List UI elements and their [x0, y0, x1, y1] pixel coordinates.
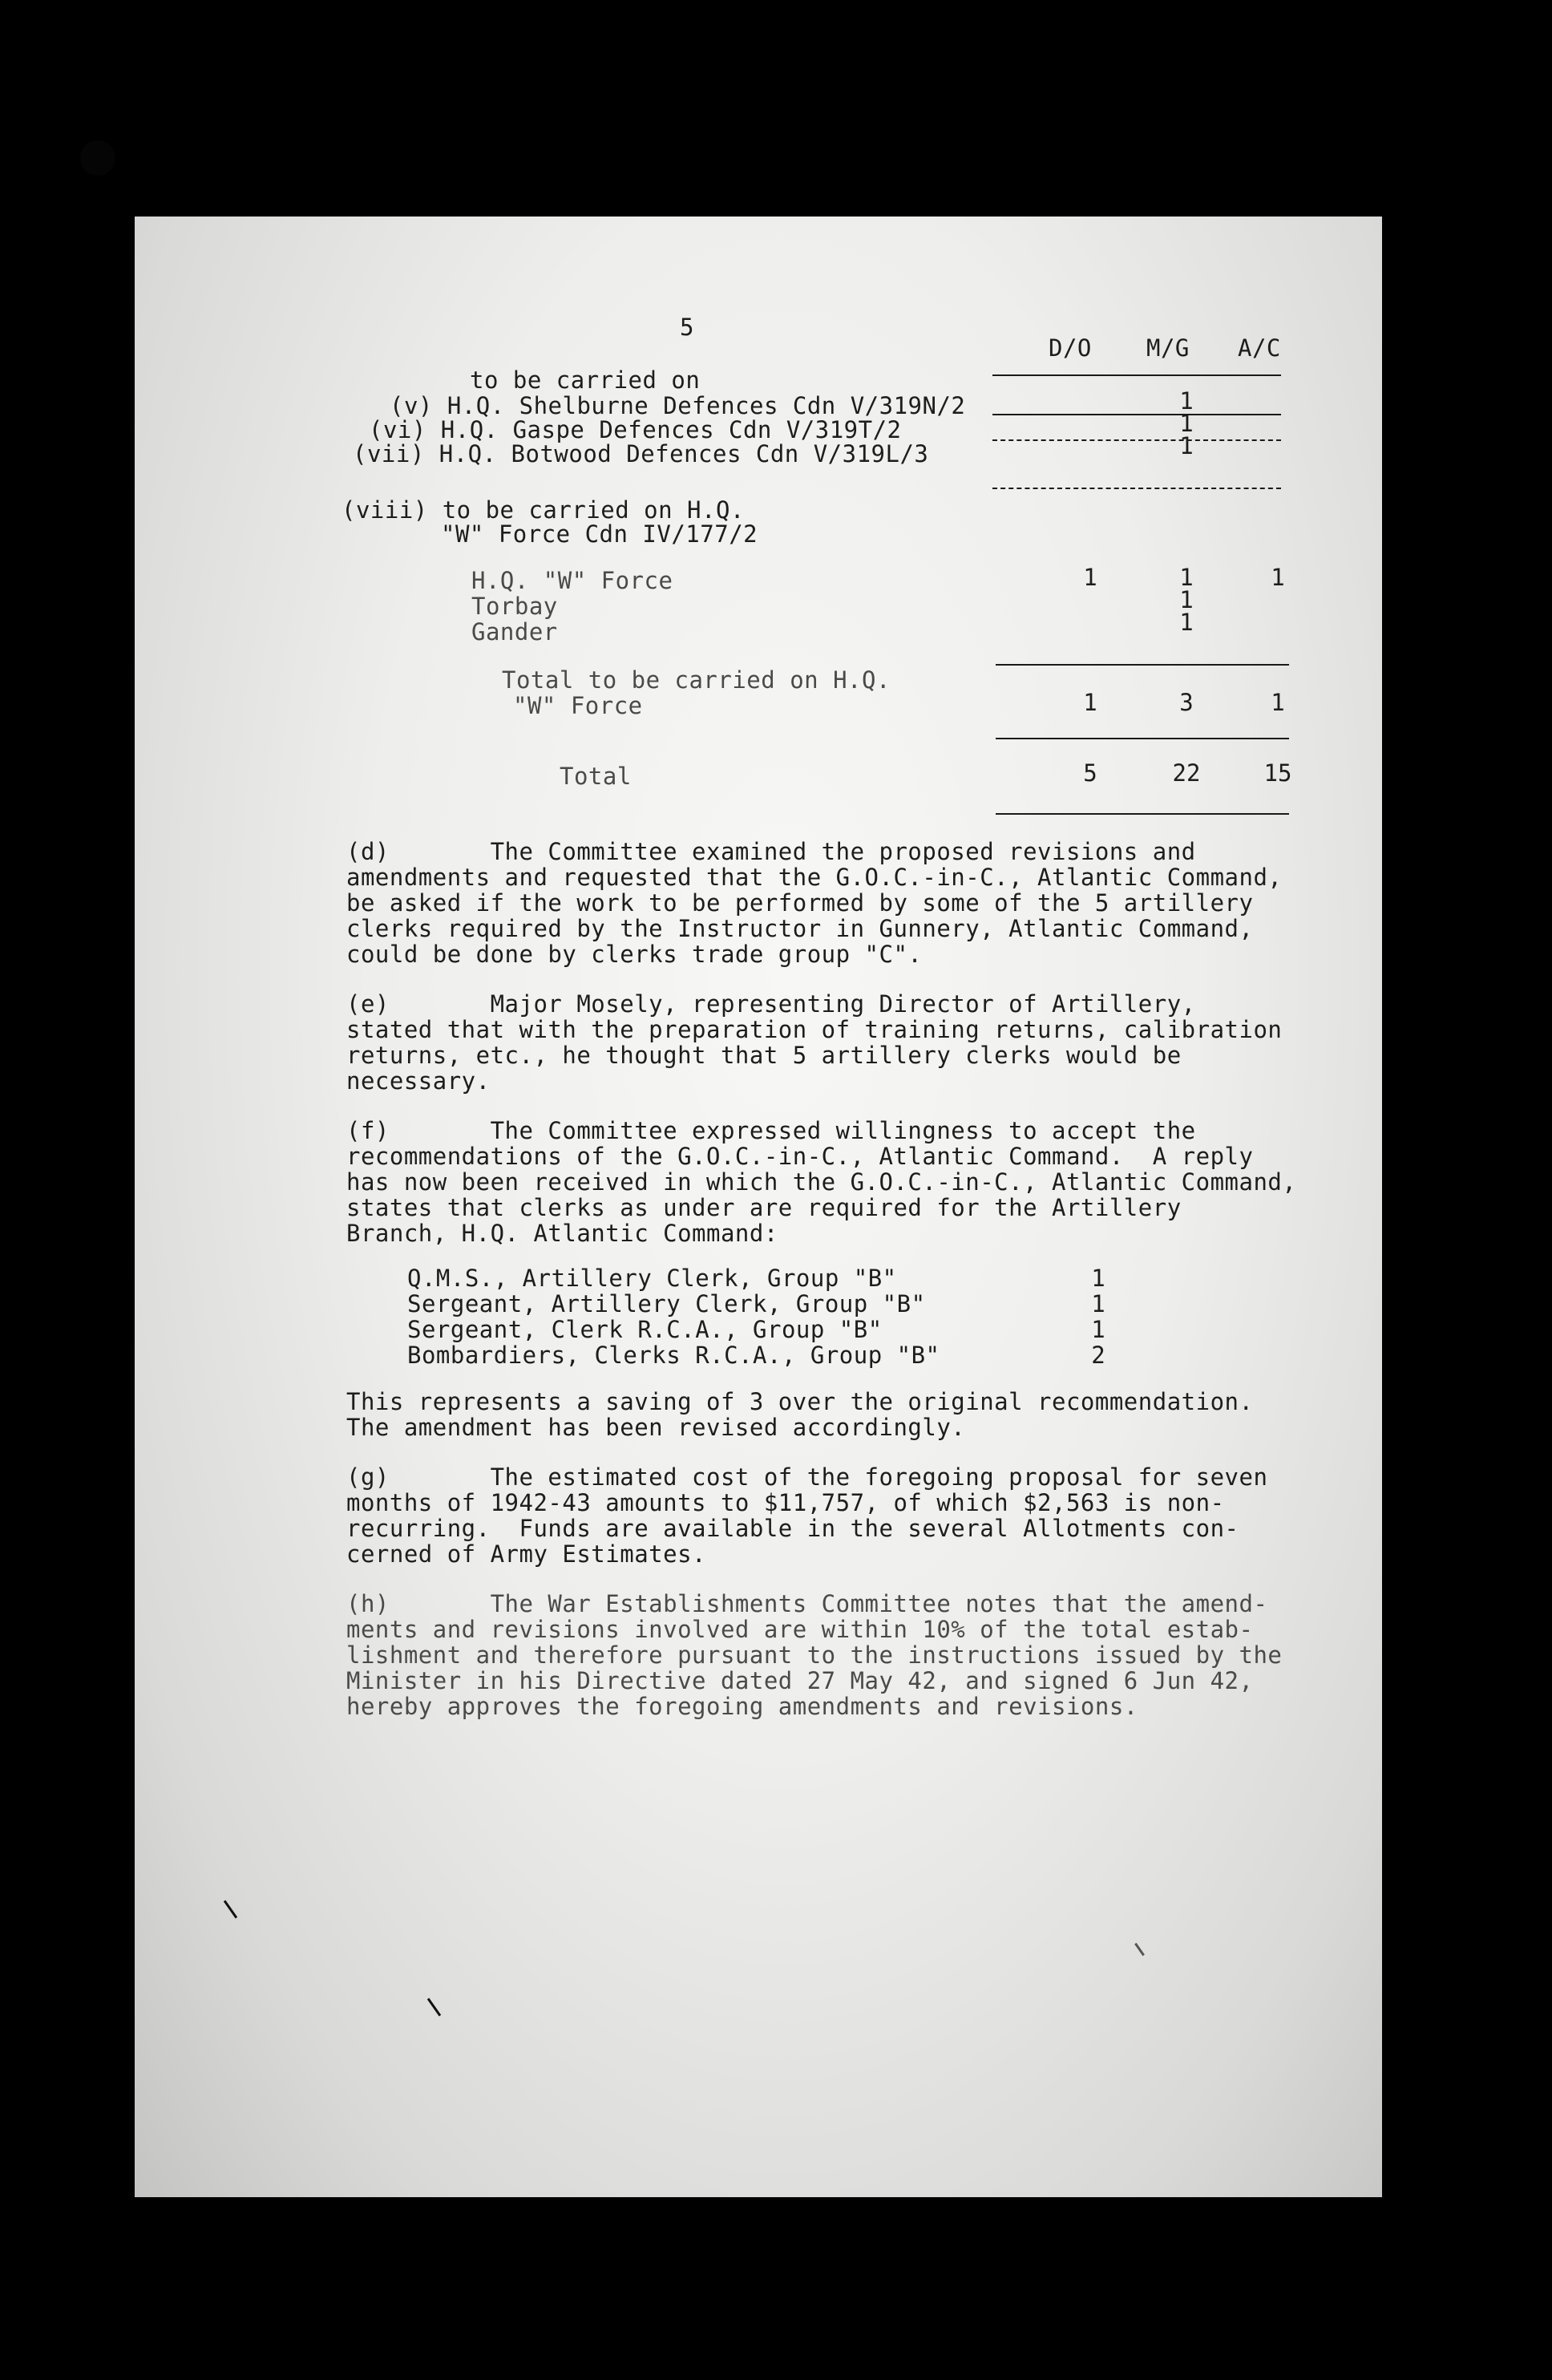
para-d-line: (d) The Committee examined the proposed revisions and [346, 838, 1196, 865]
para-d-line: be asked if the work to be performed by some of the 5 artillery [346, 889, 1254, 917]
para-e-line: returns, etc., he thought that 5 artillery clerks would be [346, 1042, 1182, 1069]
para-f-line: states that clerks as under are required for the Artillery [346, 1194, 1182, 1221]
row-vi-mg: 1 [1179, 410, 1194, 437]
carried-header: to be carried on [470, 366, 701, 394]
viii-total-do: 1 [1083, 689, 1097, 716]
viii-row-gander-label: Gander [471, 618, 558, 646]
para-h-line: Minister in his Directive dated 27 May 42, and signed 6 Jun 42, [346, 1667, 1254, 1694]
para-e-line: (e) Major Mosely, representing Director of Artillery, [346, 990, 1196, 1018]
grand-total-mg: 22 [1172, 759, 1201, 787]
para-f-after-line: This represents a saving of 3 over the original recommendation. [346, 1388, 1254, 1415]
row-vii-mg: 1 [1179, 432, 1194, 459]
viii-total-ac: 1 [1271, 689, 1285, 716]
para-h-line: hereby approves the foregoing amendments and revisions. [346, 1693, 1138, 1720]
viii-total-label-line1: Total to be carried on H.Q. [502, 666, 891, 694]
viii-total-mg: 3 [1179, 689, 1194, 716]
viii-rows-rule [996, 664, 1289, 666]
page-number: 5 [680, 314, 694, 341]
para-h-line: ments and revisions involved are within 10% of the total estab- [346, 1616, 1254, 1643]
column-header-ac: A/C [1238, 334, 1281, 362]
punch-hole [80, 140, 115, 176]
viii-row-torbay-mg: 1 [1179, 586, 1194, 613]
row-vi-rule [992, 439, 1281, 441]
row-v-label: (v) H.Q. Shelburne Defences Cdn V/319N/2 [390, 392, 966, 419]
row-vi-label: (vi) H.Q. Gaspe Defences Cdn V/319T/2 [369, 416, 902, 443]
row-vii-label: (vii) H.Q. Botwood Defences Cdn V/319L/3 [353, 440, 929, 468]
para-g-line: months of 1942-43 amounts to $11,757, of which $2,563 is non- [346, 1489, 1225, 1516]
viii-row-hq-ac: 1 [1271, 564, 1285, 591]
viii-row-hq-label: H.Q. "W" Force [471, 567, 673, 594]
clerk-row-label: Sergeant, Clerk R.C.A., Group "B" [407, 1316, 883, 1343]
header-rule [992, 374, 1281, 376]
clerk-row-label: Sergeant, Artillery Clerk, Group "B" [407, 1290, 926, 1318]
para-d-line: amendments and requested that the G.O.C.-in-C., Atlantic Command, [346, 864, 1283, 891]
grand-total-label: Total [560, 763, 632, 790]
clerk-row-count: 1 [1091, 1265, 1105, 1292]
viii-total-label-line2: "W" Force [513, 692, 643, 719]
para-f-after-line: The amendment has been revised accordingly. [346, 1414, 966, 1441]
clerk-row-count: 2 [1091, 1342, 1105, 1369]
clerk-row-label: Bombardiers, Clerks R.C.A., Group "B" [407, 1342, 940, 1369]
stray-mark [224, 1900, 237, 1918]
para-h-line: (h) The War Establishments Committee notes that the amend- [346, 1590, 1268, 1617]
para-e-line: stated that with the preparation of training returns, calibration [346, 1016, 1283, 1043]
para-f-line: (f) The Committee expressed willingness to accept the [346, 1117, 1196, 1144]
para-g-line: (g) The estimated cost of the foregoing proposal for seven [346, 1463, 1268, 1491]
para-f-line: Branch, H.Q. Atlantic Command: [346, 1220, 778, 1247]
para-g-line: recurring. Funds are available in the several Allotments con- [346, 1515, 1239, 1542]
para-h-line: lishment and therefore pursuant to the instructions issued by the [346, 1641, 1283, 1669]
row-v-mg: 1 [1179, 387, 1194, 415]
para-g-line: cerned of Army Estimates. [346, 1540, 706, 1568]
column-header-mg: M/G [1146, 334, 1190, 362]
para-f-line: recommendations of the G.O.C.-in-C., Atlantic Command. A reply [346, 1143, 1254, 1170]
viii-total-rule [996, 738, 1289, 739]
viii-row-hq-do: 1 [1083, 564, 1097, 591]
grand-total-rule [996, 813, 1289, 815]
viii-row-hq-mg: 1 [1179, 564, 1194, 591]
para-f-line: has now been received in which the G.O.C.-in-C., Atlantic Command, [346, 1168, 1297, 1196]
section-viii-title: (viii) to be carried on H.Q. [342, 496, 745, 524]
para-e-line: necessary. [346, 1067, 491, 1095]
viii-row-gander-mg: 1 [1179, 609, 1194, 636]
stray-mark [427, 1998, 441, 2016]
grand-total-do: 5 [1083, 759, 1097, 787]
clerk-row-count: 1 [1091, 1290, 1105, 1318]
section-viii-subtitle: "W" Force Cdn IV/177/2 [441, 520, 758, 548]
para-d-line: clerks required by the Instructor in Gunnery, Atlantic Command, [346, 915, 1254, 942]
row-vii-rule [992, 488, 1281, 489]
column-header-do: D/O [1049, 334, 1092, 362]
document-page [135, 217, 1382, 2197]
viii-row-torbay-label: Torbay [471, 593, 558, 620]
para-d-line: could be done by clerks trade group "C". [346, 941, 923, 968]
clerk-row-count: 1 [1091, 1316, 1105, 1343]
row-v-rule [992, 414, 1281, 415]
grand-total-ac: 15 [1263, 759, 1292, 787]
stray-mark [1134, 1943, 1145, 1956]
clerk-row-label: Q.M.S., Artillery Clerk, Group "B" [407, 1265, 897, 1292]
